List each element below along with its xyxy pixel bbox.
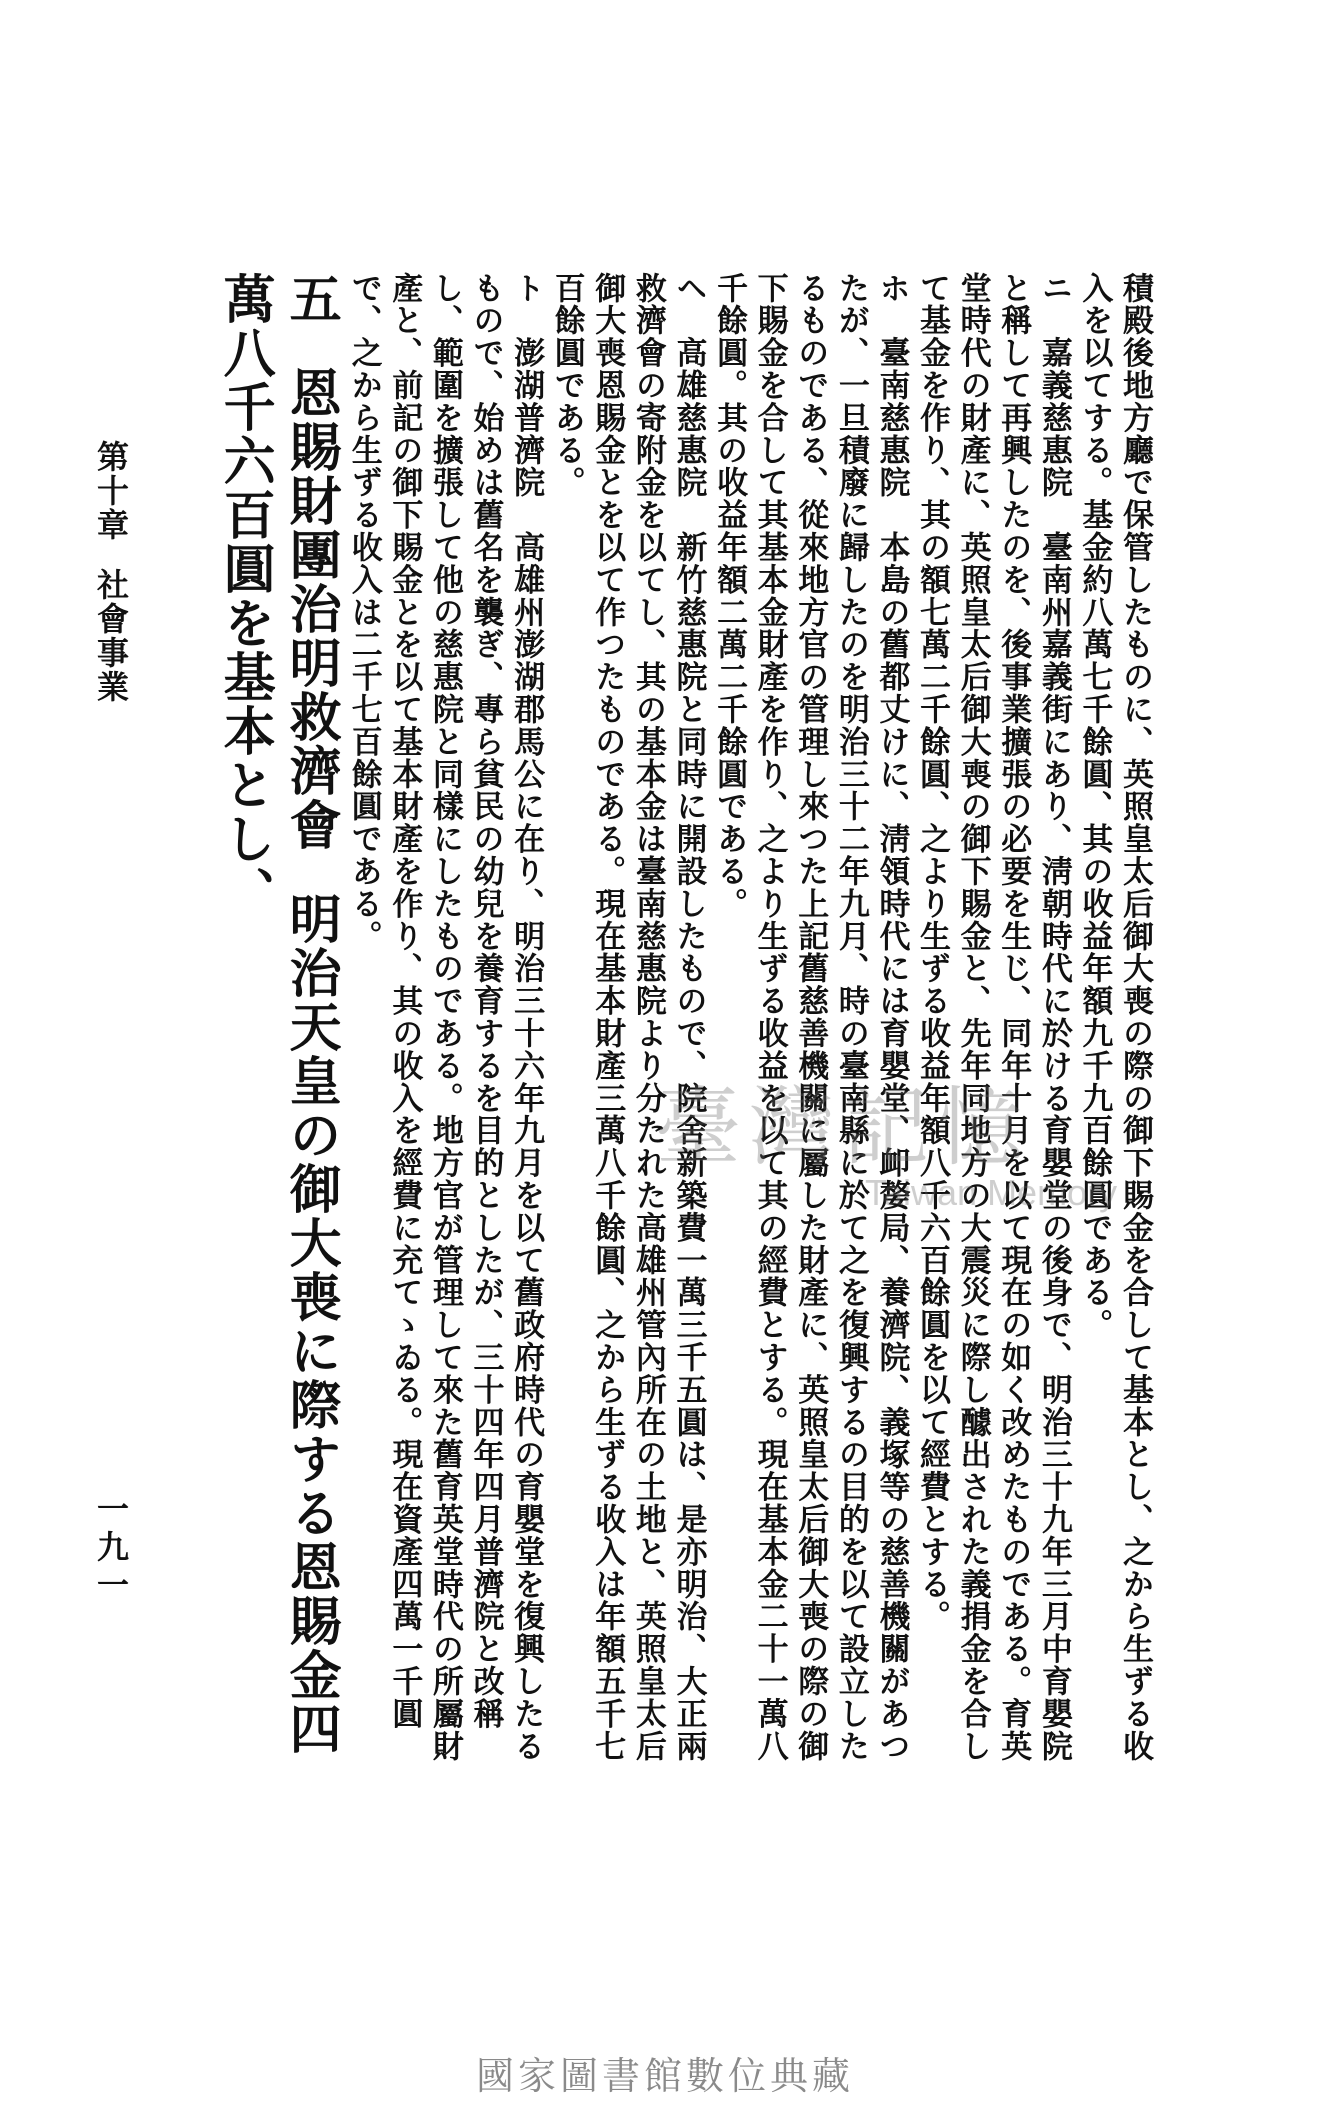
item-name: 高雄慈惠院 [670,336,707,499]
library-footer: 國家圖書館數位典藏 [475,2054,854,2098]
section-title: 恩賜財團治明救濟會 [280,366,342,852]
item-name: 嘉義慈惠院 [1035,336,1072,499]
paragraph-text: 本島の舊都丈けに、淸領時代には育嬰堂、卹嫠局、養濟院、義塚等の慈善機關があつたが、一旦積廢に歸したのを明治三十二年九月、時の臺南縣に於て之を復興するの目的を以て設立したるものである、從來地方官の管理し來つた上記舊慈善機關に屬した財產に、英照皇太后御大喪の際の御下賜金を合して其基本金財產を作り、之より生ずる收益を以て其の經費とする。現在基本金二十一萬八千餘圓。其の收益年額二萬二千餘圓である。 [711,272,910,1763]
page-number: 一九一 [92,1492,130,1606]
paragraph-chiayi-charity [911,272,1073,1792]
paragraph-kaohsiung-charity [546,272,708,1792]
paragraph-penghu-relief [343,272,546,1792]
chapter-number: 第十章 [92,440,130,542]
paragraph-text: 臺南州嘉義街にあり、淸朝時代に於ける育嬰堂の後身で、明治三十九年三月中育嬰院と稱して再興したのを、後事業擴張の必要を生じ、同年十月を以て現在の如く改めたものである。育英堂時代の財產に、英照皇太后御大喪の御下賜金と、先年同地方の大震災に際し醵出された義捐金を合して基金を作り、其の額七萬二千餘圓、之より生ずる收益年額八千六百餘圓を以て經費とする。 [914,272,1072,1763]
paragraph-tainan-charity [708,272,911,1792]
running-head [88,440,134,704]
section-number: 五 [280,272,342,326]
item-name: 澎湖普濟院 [508,336,545,499]
item-label: ニ [1035,272,1072,305]
item-label: ト [508,272,545,305]
item-label: ホ [873,272,910,305]
paragraph-text: 積殿後地方廳で保管したものに、英照皇太后御大喪の際の御下賜金を合して基本とし、之から生ずる收入を以てする。基金約八萬七千餘圓、其の收益年額九千九百餘圓である。 [1076,272,1153,1763]
paragraph-text: 新竹慈惠院と同時に開設したもので、院舍新築費一萬三千五圓は、是亦明治、大正兩救濟會の寄附金を以てし、其の基本金は臺南慈惠院より分たれた高雄州管內所在の土地と、英照皇太后御大喪恩賜金とを以て作つたものである。現在基本財產三萬八千餘圓、之から生ずる收入は年額五千七百餘圓である。 [548,272,707,1763]
section-heading [211,272,343,1792]
section-text: 明治天皇の御大喪に際する恩賜金四萬八千六百圓を基本とし、 [214,272,342,1756]
item-name: 臺南慈惠院 [873,336,910,499]
vertical-text-block [155,272,1155,1792]
watermark-english: Taiwan Memory [865,1172,1118,1213]
watermark-chinese: 臺灣記憶 [655,1078,1031,1178]
chapter-title: 社會事業 [92,568,130,704]
paragraph-continuation [1074,272,1155,1792]
item-label: ヘ [670,272,707,305]
paragraph-text: 高雄州澎湖郡馬公に在り、明治三十六年九月を以て舊政府時代の育嬰堂を復興したるもので、始めは舊名を襲ぎ、專ら貧民の幼兒を養育するを目的としたが、三十四年四月普濟院と改稱し、範圍を擴張して他の慈惠院と同樣にしたものである。地方官が管理して來た舊育英堂時代の所屬財產と、前記の御下賜金とを以て基本財產を作り、其の收入を經費に充てゝゐる。現在資產四萬一千圓で、之から生ずる收入は二千七百餘圓である。 [345,272,545,1763]
